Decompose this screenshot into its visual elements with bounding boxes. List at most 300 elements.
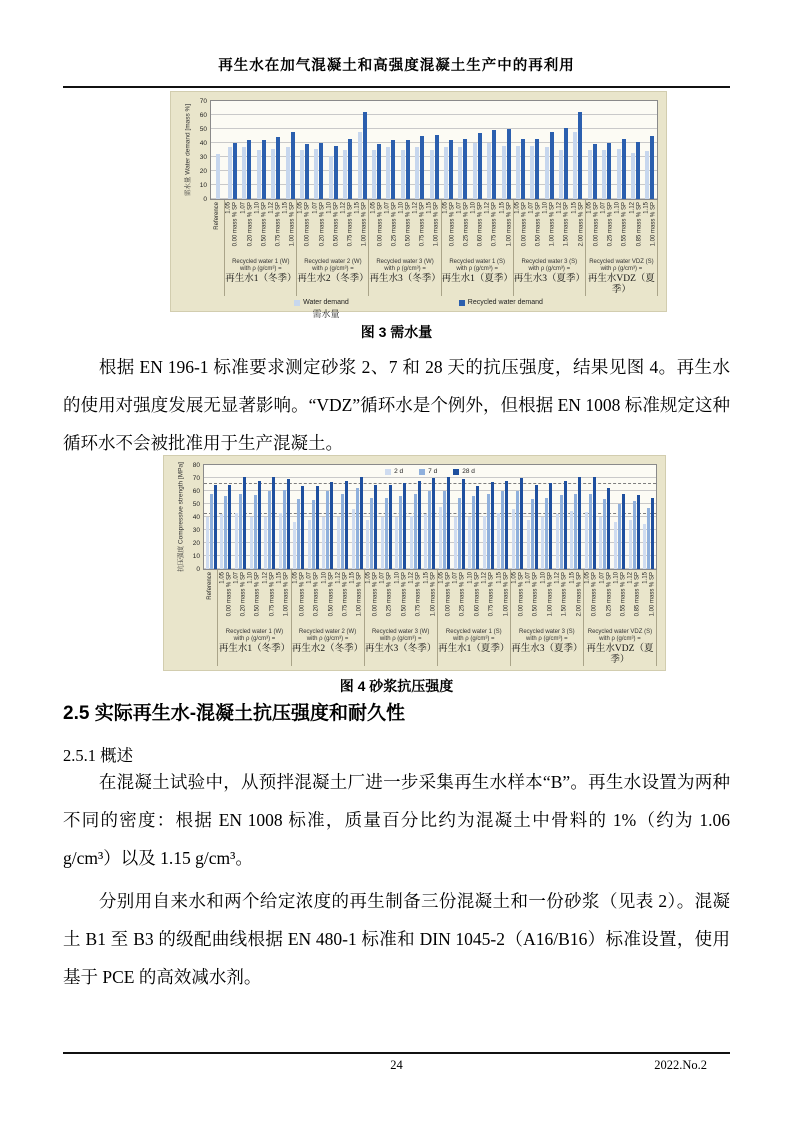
tick-sp: 1.00 mass % SP (649, 201, 656, 246)
tick-density: 1.05 (365, 571, 372, 584)
section-heading-2-5: 2.5 实际再生水-混凝土抗压强度和耐久性 (63, 703, 406, 724)
legend-label-en: Water demand (303, 299, 349, 306)
y-tick-label: 30 (192, 526, 200, 534)
group-label-en: with ρ (g/cm³) = (526, 636, 568, 642)
x-tick (254, 200, 268, 257)
y-axis (187, 461, 203, 573)
x-tick (542, 200, 556, 257)
x-group-label (510, 627, 583, 666)
x-tick-group (441, 200, 513, 257)
bar-group (408, 465, 423, 569)
x-tick (312, 200, 326, 257)
paragraph-strength-results: 根据 EN 196-1 标准要求测定砂浆 2、7 和 28 天的抗压强度，结果见图 4。再生水的使用对强度发展无显著影响。“VDZ”循环水是个例外，但根据 EN 1008 标准规定这种循环水不会被批准用于生产混凝土。 (63, 357, 730, 453)
bar (478, 133, 482, 199)
x-tick-row (203, 570, 657, 627)
bar (574, 494, 577, 569)
group-label-zh: 再生水1（冬季） (225, 274, 297, 284)
bar-group (496, 465, 511, 569)
tick-sp: 0.75 mass % SP (341, 571, 348, 616)
x-tick-label (482, 572, 495, 626)
legend-label: 28 d (462, 468, 475, 475)
bar (556, 514, 559, 569)
tick-density: 1.10 (321, 571, 328, 584)
tick-sp: 1.00 mass % SP (502, 571, 509, 616)
tick-sp: 1.00 mass % SP (356, 571, 363, 616)
bar (272, 477, 275, 569)
bar-group (484, 101, 498, 199)
x-tick-label (234, 572, 247, 626)
tick-density: 1.07 (528, 201, 535, 214)
tick-sp: 1.00 mass % SP (549, 201, 556, 246)
x-tick-label (409, 572, 422, 626)
bar-group (466, 465, 481, 569)
bar (358, 132, 362, 199)
tick-sp: 0.00 mass % SP (444, 571, 451, 616)
bar (462, 479, 465, 569)
x-tick-label (643, 202, 656, 256)
x-tick (442, 200, 456, 257)
tick-density: 1.05 (225, 201, 232, 214)
tick-sp: 0.00 mass % SP (225, 571, 232, 616)
bar-group (312, 101, 326, 199)
bar (545, 147, 549, 199)
bar-group (427, 101, 441, 199)
bar (206, 517, 209, 569)
tick-density: 1.12 (481, 571, 488, 584)
x-tick-label (399, 202, 412, 256)
bar (622, 494, 625, 569)
bar (501, 491, 504, 569)
tick-sp: 0.00 mass % SP (298, 571, 305, 616)
x-axis (203, 570, 657, 666)
group-label-en: with ρ (g/cm³) = (312, 266, 354, 272)
bar (487, 143, 491, 199)
tick-sp: 0.20 mass % SP (318, 201, 325, 246)
x-tick-label (496, 572, 509, 626)
tick-density: 1.10 (247, 571, 254, 584)
group-label-en: with ρ (g/cm³) = (456, 266, 498, 272)
tick-sp: 0.00 mass % SP (520, 201, 527, 246)
x-tick-group (585, 200, 658, 257)
x-tick (495, 570, 509, 627)
tick-density: 1.05 (438, 571, 445, 584)
y-axis-title-text: 需水量 Water demand [mass %] (184, 103, 191, 197)
tick-density: 1.12 (262, 571, 269, 584)
tick-sp: 1.00 mass % SP (648, 571, 655, 616)
bar (395, 517, 398, 569)
x-tick (627, 570, 641, 627)
bar-group (528, 101, 542, 199)
bar (527, 520, 530, 569)
x-tick (481, 570, 495, 627)
tick-density: 1.15 (499, 201, 506, 214)
footer-issue: 2022.No.2 (654, 1058, 707, 1072)
tick-sp: 0.50 mass % SP (535, 201, 542, 246)
tick-density: 1.12 (268, 201, 275, 214)
x-tick (408, 570, 422, 627)
bar (614, 522, 617, 569)
bar (564, 481, 567, 569)
legend-swatch (294, 300, 300, 306)
group-label-zh: 再生水2（冬季） (297, 274, 369, 284)
group-label-en: with ρ (g/cm³) = (233, 636, 276, 642)
tick-sp: 0.50 mass % SP (405, 201, 412, 246)
x-tick-group (510, 570, 583, 627)
bar-group (326, 101, 340, 199)
group-label-en: Recycled water 1 (W) (225, 629, 284, 635)
bar (603, 499, 606, 569)
y-axis-title (179, 100, 194, 200)
x-tick-label (467, 572, 480, 626)
bar-group (335, 465, 350, 569)
bar (301, 486, 304, 569)
x-tick (629, 200, 643, 257)
tick-density: 1.15 (423, 571, 429, 584)
bar (228, 147, 232, 199)
legend-label-en: Recycled water demand (467, 299, 543, 306)
bar (439, 507, 442, 569)
bar (516, 491, 519, 569)
bar (377, 144, 381, 199)
chart-body (179, 97, 658, 203)
tick-density: 1.10 (398, 201, 405, 214)
tick-density: 1.05 (219, 571, 226, 584)
legend-swatch (459, 300, 465, 306)
tick-sp: 1.00 mass % SP (283, 571, 290, 616)
bar (348, 139, 352, 199)
bar (399, 496, 402, 569)
group-label-en: with ρ (g/cm³) = (599, 636, 641, 642)
x-tick-group (513, 200, 585, 257)
group-label-en: Recycled water 2 (W) (298, 629, 357, 635)
x-tick-label (599, 572, 612, 626)
bar (535, 485, 538, 570)
y-tick-label: 50 (199, 125, 207, 133)
x-tick-label (292, 572, 305, 626)
bar (239, 494, 242, 569)
x-tick-label (341, 202, 354, 256)
x-tick-label (642, 572, 655, 626)
group-label-en: with ρ (g/cm³) = (239, 266, 282, 272)
x-tick (393, 570, 407, 627)
tick-density: 1.10 (467, 571, 474, 584)
x-tick-label (262, 572, 275, 626)
bar (243, 477, 246, 569)
bar (257, 150, 261, 199)
tick-sp: 0.00 mass % SP (518, 571, 524, 616)
group-label-zh: 再生水3（冬季） (365, 644, 437, 654)
bar (637, 495, 640, 569)
bar (247, 140, 251, 199)
bar-group (481, 465, 496, 569)
bar-group (369, 101, 383, 199)
bar-group (571, 101, 585, 199)
y-axis-title (172, 464, 187, 570)
bar (341, 494, 344, 569)
x-tick (225, 200, 239, 257)
bar (428, 491, 431, 569)
bar (352, 509, 355, 569)
tick-sp: 0.00 mass % SP (376, 201, 383, 246)
x-tick (282, 200, 296, 257)
tick-line: Reference (213, 201, 220, 230)
tick-density: 1.05 (514, 201, 521, 214)
tick-sp: 1.00 mass % SP (433, 201, 440, 246)
x-tick (568, 570, 582, 627)
tick-sp: 0.25 mass % SP (386, 571, 393, 616)
x-tick (292, 570, 306, 627)
plot-wrap (203, 464, 657, 570)
bar (286, 147, 290, 199)
x-tick (247, 570, 261, 627)
x-tick-label (335, 572, 348, 626)
tick-density: 1.12 (412, 201, 419, 214)
bar (617, 149, 621, 199)
paragraph-mix-design: 分别用自来水和两个给定浓度的再生制备三份混凝土和一份砂浆（见表 2）。混凝土 B1 至 B3 的级配曲线根据 EN 480-1 标准和 DIN 1045-2（A16/B16）标准设置，使用基于 PCE 的高效减水剂。 (63, 891, 730, 987)
x-tick-label (456, 202, 469, 256)
x-tick (556, 200, 570, 257)
x-tick (233, 570, 247, 627)
bar (414, 494, 417, 569)
tick-density: 1.07 (456, 201, 463, 214)
bar (629, 520, 632, 569)
tick-density: 1.10 (613, 571, 620, 584)
tick-density: 1.10 (542, 201, 549, 214)
x-tick-label (628, 572, 641, 626)
x-group-spacer (203, 627, 217, 666)
bar (242, 147, 246, 199)
x-tick-label (240, 202, 253, 256)
bar-group (233, 465, 248, 569)
x-tick-group (583, 570, 657, 627)
tick-sp: 0.25 mass % SP (459, 571, 466, 616)
x-tick-label (615, 202, 628, 256)
x-tick-group (368, 200, 440, 257)
legend-item (385, 468, 403, 475)
bar (216, 154, 220, 199)
y-tick-label: 10 (199, 181, 207, 189)
tick-density: 1.15 (426, 201, 433, 214)
tick-sp: 1.00 mass % SP (361, 201, 368, 246)
plot-wrap (210, 100, 658, 200)
tick-density: 1.12 (554, 571, 561, 584)
tick-sp: 0.75 mass % SP (419, 201, 426, 246)
plot-area (203, 464, 657, 570)
bar-group (269, 101, 283, 199)
bar (570, 511, 573, 570)
bar (406, 140, 410, 199)
bar (559, 150, 563, 199)
x-group-label (585, 257, 658, 296)
tick-density: 1.07 (599, 571, 606, 584)
tick-sp: 1.00 mass % SP (505, 201, 512, 246)
y-tick-label: 20 (199, 167, 207, 175)
x-tick (511, 570, 525, 627)
y-tick-label: 50 (192, 500, 200, 508)
tick-density: 1.12 (629, 201, 636, 214)
x-tick-row (210, 200, 658, 257)
legend-label-zh: 需水量 (312, 309, 340, 319)
bar (391, 140, 395, 199)
bar (505, 481, 508, 569)
bar (607, 143, 611, 199)
bar (370, 498, 373, 570)
bar-group (583, 465, 598, 569)
bar (636, 142, 640, 199)
bar (418, 481, 421, 569)
tick-density: 1.10 (254, 201, 261, 214)
tick-density: 1.15 (349, 571, 356, 584)
x-group-label (291, 627, 364, 666)
tick-density: 1.07 (384, 201, 391, 214)
tick-sp: 0.00 mass % SP (591, 571, 598, 616)
tick-sp: 1.50 mass % SP (561, 571, 568, 616)
tick-sp: 0.55 mass % SP (621, 201, 628, 246)
x-tick-label (427, 202, 440, 256)
bar-group (568, 465, 583, 569)
x-tick (369, 200, 383, 257)
group-label-en: Recycled water VDZ (S) (587, 629, 653, 635)
bar (326, 491, 329, 569)
bar (314, 149, 318, 199)
tick-density: 1.10 (540, 571, 547, 584)
tick-density: 1.10 (326, 201, 333, 214)
bar (468, 517, 471, 569)
tick-sp: 0.55 mass % SP (619, 571, 626, 616)
x-tick (239, 200, 253, 257)
y-tick-label: 0 (203, 195, 207, 203)
legend-swatch (453, 469, 459, 475)
x-tick (584, 570, 598, 627)
x-tick (379, 570, 393, 627)
tick-density: 1.15 (569, 571, 576, 584)
tick-density: 1.05 (586, 201, 593, 214)
group-label-en: Recycled water 3 (S) (521, 259, 578, 265)
bar-group (291, 465, 306, 569)
tick-sp: 1.00 mass % SP (546, 571, 553, 616)
bar (420, 136, 424, 199)
bar-group (423, 465, 438, 569)
tick-sp: 0.75 mass % SP (488, 571, 495, 616)
x-tick (354, 200, 368, 257)
x-tick-label (438, 572, 451, 626)
bar-group (211, 101, 225, 199)
bar (264, 517, 267, 569)
bar (607, 488, 610, 569)
group-label-zh: 再生水1（夏季） (438, 644, 510, 654)
bar-group (585, 101, 599, 199)
x-tick-label (394, 572, 407, 626)
subsection-heading-2-5-1: 2.5.1 概述 (63, 746, 134, 765)
bar-group (394, 465, 409, 569)
bar (330, 482, 333, 569)
bar (564, 128, 568, 199)
bar (541, 517, 544, 569)
group-label-en: with ρ (g/cm³) = (379, 636, 422, 642)
y-tick-label: 10 (192, 552, 200, 560)
x-group-label (437, 627, 510, 666)
x-tick (642, 570, 656, 627)
x-tick-group (364, 570, 437, 627)
x-tick (613, 570, 627, 627)
bar-group (499, 101, 513, 199)
tick-sp: 0.60 mass % SP (477, 201, 484, 246)
bar (472, 496, 475, 569)
x-tick-label (355, 202, 368, 256)
group-label-en: Recycled water VDZ (S) (589, 259, 654, 265)
bar-group (412, 101, 426, 199)
bar-group (437, 465, 452, 569)
x-tick (398, 200, 412, 257)
bar (356, 488, 359, 569)
x-group-spacer (210, 257, 224, 296)
page-header-title: 再生水在加气混凝土和高强度混凝土生产中的再利用 (218, 58, 575, 74)
x-group-label (296, 257, 368, 296)
group-label-en: with ρ (g/cm³) = (384, 266, 426, 272)
x-tick-label (485, 202, 498, 256)
group-label-zh: 再生水3（夏季） (511, 644, 583, 654)
tick-sp: 0.50 mass % SP (400, 571, 407, 616)
bar (647, 508, 650, 569)
x-tick-label (254, 202, 267, 256)
y-tick-label: 80 (192, 461, 200, 469)
x-tick-reference (210, 200, 224, 257)
x-tick-label (569, 572, 582, 626)
x-tick-label (226, 202, 239, 256)
x-group-label (224, 257, 296, 296)
tick-sp: 0.50 mass % SP (254, 571, 261, 616)
bar (588, 150, 592, 199)
bar (447, 477, 450, 569)
bar (276, 137, 280, 199)
x-tick (276, 570, 290, 627)
x-tick-group (217, 570, 290, 627)
bar (430, 150, 434, 199)
x-tick (598, 570, 612, 627)
tick-density: 1.07 (452, 571, 459, 584)
bar (507, 129, 511, 199)
bar-group (341, 101, 355, 199)
tick-density: 1.15 (496, 571, 503, 584)
x-tick-label (326, 202, 339, 256)
group-label-zh: 再生水1（冬季） (218, 644, 291, 654)
bar-group (248, 465, 263, 569)
tick-density: 1.12 (627, 571, 634, 584)
tick-density: 1.05 (370, 201, 377, 214)
bar (316, 486, 319, 569)
x-tick-label (380, 572, 393, 626)
x-tick (438, 570, 452, 627)
bar (497, 513, 500, 569)
tick-density: 1.07 (525, 571, 532, 584)
x-tick (452, 570, 466, 627)
tick-sp: 0.00 mass % SP (232, 201, 239, 246)
bar (258, 481, 261, 569)
tick-sp: 0.50 mass % SP (532, 571, 539, 616)
x-tick-label (613, 572, 626, 626)
x-tick (268, 200, 282, 257)
bar (374, 485, 377, 570)
x-tick-label (586, 202, 599, 256)
x-tick-label (283, 202, 296, 256)
bar (578, 477, 581, 569)
x-group-label (368, 257, 440, 296)
bar-group (643, 101, 657, 199)
tick-sp: 0.00 mass % SP (592, 201, 599, 246)
bar-group (452, 465, 467, 569)
bar-group (204, 465, 219, 569)
bar (254, 495, 257, 569)
